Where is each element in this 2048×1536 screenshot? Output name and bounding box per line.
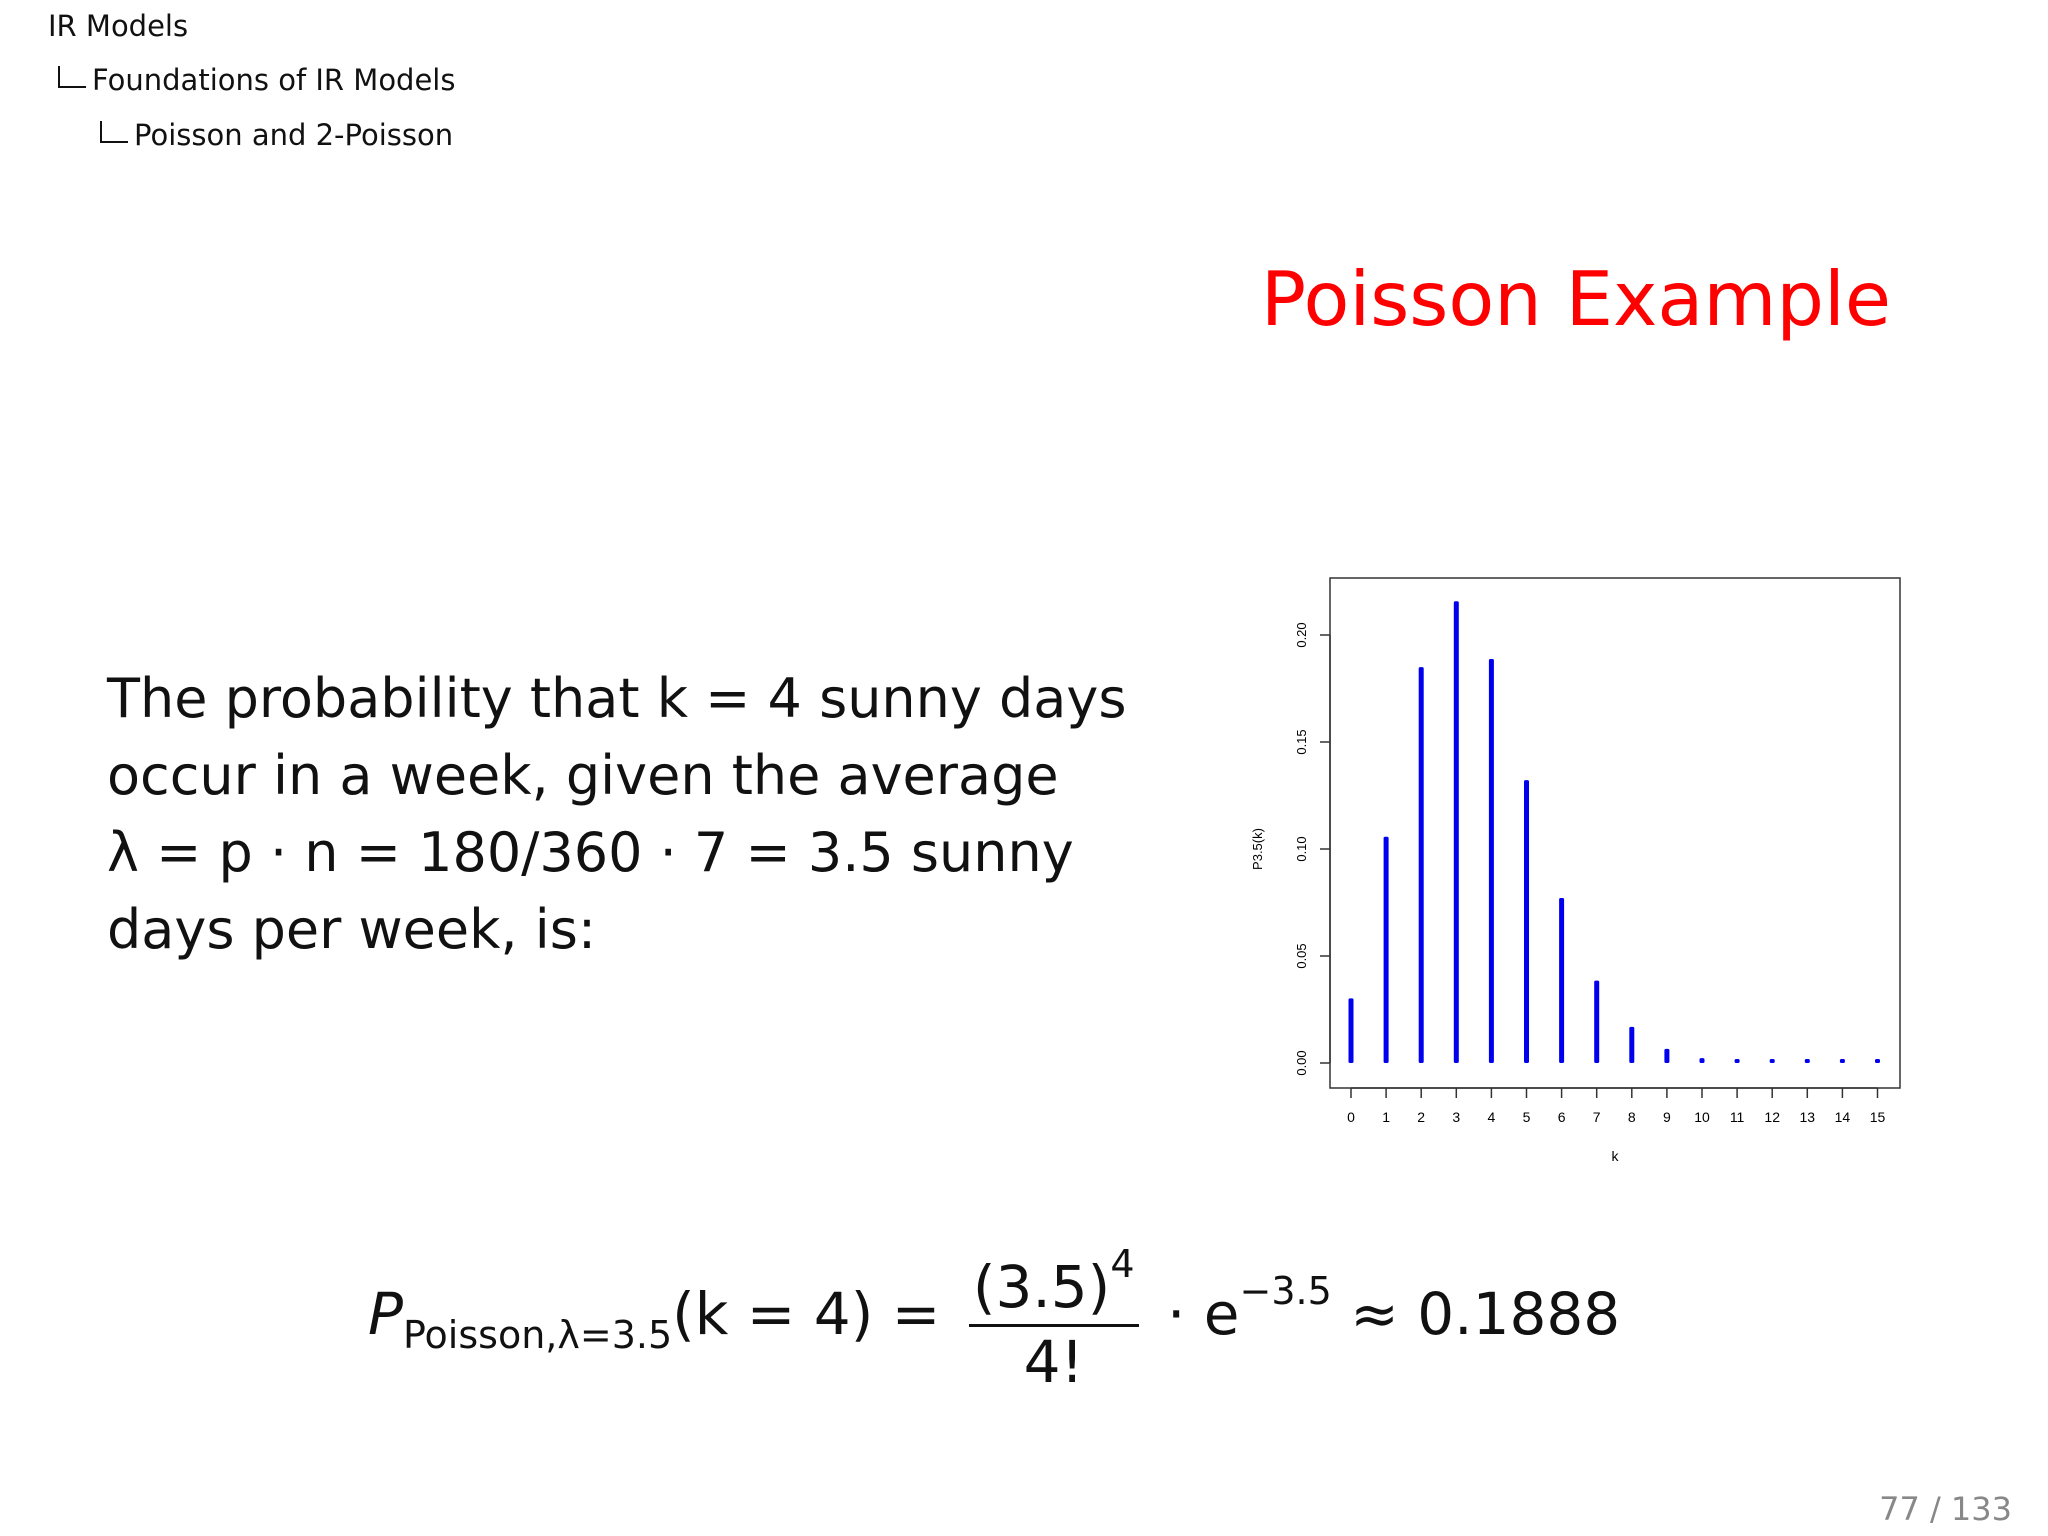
- breadcrumb-level-3-label: Poisson and 2-Poisson: [134, 118, 454, 152]
- formula-fraction: [969, 1242, 1139, 1396]
- formula-p: P: [368, 1280, 403, 1349]
- formula-subscript: Poisson,λ=3.5: [402, 1313, 673, 1358]
- x-tick-label: 10: [1694, 1109, 1710, 1125]
- x-tick-label: 7: [1592, 1109, 1601, 1125]
- breadcrumb-level-2-label: Foundations of IR Models: [92, 63, 456, 97]
- x-tick-label: 13: [1799, 1109, 1816, 1125]
- x-tick-label: 5: [1522, 1109, 1531, 1125]
- bar-k-7: [1594, 981, 1599, 1063]
- formula-numerator: [969, 1242, 1139, 1327]
- x-tick-label: 12: [1764, 1109, 1780, 1125]
- formula-num-base: (3.5): [972, 1253, 1111, 1321]
- body-line-1: The probability that k = 4 sunny days: [107, 667, 1127, 730]
- x-tick-label: 1: [1382, 1109, 1390, 1125]
- body-line-4: days per week, is:: [107, 898, 597, 961]
- bar-k-9: [1664, 1049, 1669, 1063]
- x-tick-label: 3: [1452, 1109, 1461, 1125]
- bar-k-14: [1840, 1059, 1845, 1063]
- y-tick-label: 0.00: [1294, 1050, 1309, 1076]
- bar-k-6: [1559, 898, 1564, 1063]
- x-tick-label: 0: [1347, 1109, 1355, 1125]
- plot-frame: [1330, 578, 1900, 1088]
- bar-k-1: [1384, 837, 1389, 1063]
- body-paragraph: [107, 660, 1127, 968]
- bar-k-8: [1629, 1027, 1634, 1063]
- formula-mult-e: · e: [1166, 1280, 1240, 1349]
- bar-k-5: [1524, 780, 1529, 1063]
- y-tick-label: 0.10: [1294, 836, 1309, 862]
- bar-k-3: [1454, 601, 1459, 1063]
- slide-title: Poisson Example: [1260, 255, 1891, 343]
- x-tick-label: 4: [1487, 1109, 1496, 1125]
- page-number: 77 / 133: [1879, 1490, 2012, 1528]
- x-tick-label: 8: [1627, 1109, 1636, 1125]
- x-tick-label: 11: [1729, 1109, 1745, 1125]
- y-axis-label: P3.5(k): [1250, 828, 1265, 870]
- bar-k-0: [1349, 998, 1354, 1063]
- poisson-bar-chart: [1240, 560, 1920, 1180]
- body-line-3: λ = p · n = 180/360 · 7 = 3.5 sunny: [107, 821, 1074, 884]
- formula-result: ≈ 0.1888: [1350, 1280, 1621, 1349]
- bar-k-4: [1489, 659, 1494, 1063]
- y-tick-label: 0.05: [1294, 943, 1309, 969]
- bar-k-13: [1805, 1059, 1810, 1063]
- bar-k-2: [1419, 667, 1424, 1063]
- breadcrumb-level-2: [58, 63, 456, 97]
- body-line-2: occur in a week, given the average: [107, 744, 1059, 807]
- x-tick-label: 6: [1557, 1109, 1566, 1125]
- x-axis-label: k: [1611, 1148, 1619, 1164]
- y-tick-label: 0.20: [1294, 622, 1309, 648]
- formula-denominator: 4!: [1023, 1328, 1084, 1396]
- y-tick-label: 0.15: [1294, 729, 1309, 755]
- bar-k-10: [1700, 1058, 1705, 1063]
- bar-k-11: [1735, 1059, 1740, 1063]
- formula-argument: (k = 4) =: [672, 1280, 941, 1349]
- x-tick-label: 14: [1834, 1109, 1851, 1125]
- bar-k-15: [1875, 1059, 1880, 1063]
- formula-num-exp: 4: [1110, 1242, 1135, 1286]
- x-tick-label: 9: [1663, 1109, 1671, 1125]
- x-tick-label: 15: [1869, 1109, 1886, 1125]
- breadcrumb-level-3: [100, 118, 454, 152]
- formula-exponent: −3.5: [1239, 1269, 1332, 1314]
- tree-connector-icon: [58, 66, 86, 88]
- tree-connector-icon: [100, 121, 128, 143]
- x-tick-label: 2: [1417, 1109, 1426, 1125]
- breadcrumb-level-1: IR Models: [48, 9, 189, 43]
- bar-k-12: [1770, 1059, 1775, 1063]
- poisson-formula: [368, 1242, 1621, 1396]
